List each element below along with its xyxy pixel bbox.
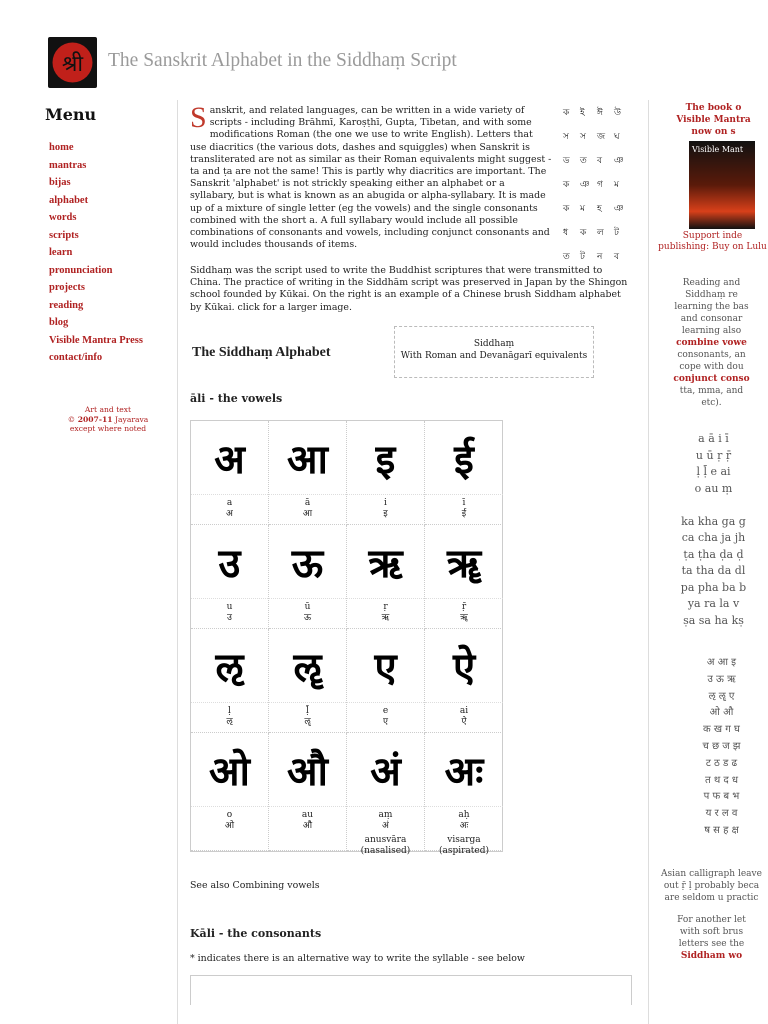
siddham-glyph: ऋ [347,525,424,599]
vowel-cell [425,733,503,856]
brush-glyph: হ [597,204,602,214]
reading-note-line: learning also [681,326,742,336]
roman-syllable-row: ḷ ḹ e ai [696,465,731,478]
book-promo-line: now on s [691,127,736,137]
vowel-cell [191,733,269,851]
brush-glyph: গ [597,180,603,190]
devanagari-equivalent: ऐ [461,717,467,727]
devanagari-equivalent: ए [383,717,388,727]
right-sidebar [648,100,768,1024]
brush-glyph: ব [597,156,603,166]
menu-item-blog[interactable]: blog [49,317,69,328]
brush-glyph: উ [614,108,622,118]
brush-glyph: ব [614,252,620,262]
brush-glyph: ই [580,108,585,118]
menu-title: Menu [45,105,97,124]
reading-note-line: Siddhaṃ re [685,290,738,300]
roman-transliteration: o [226,810,233,820]
roman-transliteration: u [226,602,233,612]
brush-glyph: ড [563,156,570,166]
calligraphy-note: Asian calligraph leave out ṝ ḷ probably beca are seldom u practic [661,868,762,903]
roman-syllable-row: ta tha da dl [681,564,746,577]
devanagari-syllable-list [649,655,768,840]
vowel-cell [347,421,425,525]
another-letter-note [649,914,768,962]
dropcap: S [190,101,207,134]
sidebar [0,100,178,1024]
devanagari-syllable-row: ष स ह क्ष [704,824,739,836]
vowel-cell [425,525,503,629]
brush-glyph: ম [614,180,619,190]
roman-transliteration: i [384,498,387,508]
support-lulu-link[interactable]: Support inde publishing: Buy on Lulu [658,231,767,252]
roman-syllable-row: a ā i ī [698,432,729,445]
menu-item-pronunciation[interactable]: pronunciation [49,264,113,276]
devanagari-equivalent: ई [461,509,467,519]
vowel-cell [269,421,347,525]
consonants-heading: Kāli - the consonants [190,927,322,940]
vowel-cell [347,525,425,629]
copyright-years: 2007-11 [77,414,113,424]
alphabet-heading: The Siddhaṃ Alphabet [192,345,331,360]
vowel-cell [425,629,503,733]
devanagari-syllable-row: उ ऊ ऋ [707,673,736,685]
roman-transliteration: ā [304,498,311,508]
brush-glyph: ম [580,204,585,214]
roman-syllable-row: pa pha ba b [680,580,747,594]
siddham-glyph: औ [269,733,346,807]
roman-transliteration: ī [462,498,466,508]
svg-text:श्री: श्री [61,52,84,77]
see-also-label: See also [190,880,233,891]
roman-syllable-row: ṣa sa ha kṣ [683,613,744,627]
vowel-cell [347,733,425,856]
brush-glyph: ক [563,180,570,190]
devanagari-syllable-row: च छ ज झ [702,740,741,752]
reading-note-line: Reading and [682,278,741,288]
vowels-heading: āli - the vowels [190,392,283,405]
devanagari-equivalent: ऊ [303,613,312,623]
book-promo[interactable] [649,102,768,138]
vowels-table [190,420,503,856]
roman-transliteration: e [382,706,389,716]
roman-syllable-row: o au ṃ [694,481,733,495]
siddham-glyph: ए [347,629,424,703]
brush-glyph: জ [597,132,606,142]
menu-item-projects[interactable]: projects [49,282,85,293]
brush-glyph: ট [580,252,585,262]
menu-item-mantras[interactable]: mantras [49,159,87,171]
devanagari-syllable-row: य र ल व [705,808,738,820]
brush-glyph: ল [597,228,604,238]
roman-syllable-row: ca cha ja jh [681,531,746,544]
brush-glyph: স [580,132,586,142]
siddham-glyph: ई [425,421,503,495]
vowel-cell [191,629,269,733]
menu-item-words[interactable]: words [49,212,77,223]
roman-transliteration: aṃ [378,810,393,820]
brush-glyph: ন [597,252,603,262]
reading-note-line: cope with dou [679,362,744,372]
brush-glyph: ঞ [614,204,624,214]
another-note-line: letters see the [678,938,745,949]
brush-glyph: ট [614,228,619,238]
vowel-cell [269,629,347,733]
consonants-table [190,975,632,1005]
combine-vowels-link[interactable]: combine vowe [676,338,747,348]
vowel-cell [269,733,347,851]
devanagari-equivalent: ॡ [304,717,311,727]
book-cover-image[interactable] [689,141,755,229]
roman-transliteration: ṝ [461,602,467,612]
brush-glyph: ক [580,228,587,238]
siddham-glyph: अ [191,421,268,495]
roman-syllable-row: ṭa ṭha ḍa ḍ [683,547,744,561]
menu-item-bijas[interactable]: bijas [49,177,71,188]
reading-note-line: etc). [701,398,722,408]
devanagari-equivalent: ओ [224,821,235,831]
brush-glyph: ক [563,108,570,118]
another-note-line: with soft brus [679,926,744,937]
siddham-glyph: ऐ [425,629,503,703]
vowel-cell [425,421,503,525]
brush-glyph: ধ [563,228,569,238]
legend-title: Siddhaṃ [473,339,515,349]
intro-text: anskrit, and related languages, can be written in a wide variety of scripts - including Brāhmī, Karoṣṭhī, Gupta, Tibetan, and with some modifications Roman (the one we use to write English). Letters that use diacritics (the various dots, dashes and squiggles) when Sanskrit is transliterated are not as similar as their Roman equivalents might suggest - ta and ṭa are not the same! This is partly why diacritics are important. The Sanskrit 'alphabet' is not strickly speaking either an alphabet or a syllabary, but is what is known as an abugida or alpha-syllabary. It is made up of a mixture of single letter (eg the vowels) and the single consonants combined with the short a. A full syllabary would include all possible combinations of consonants and vowels, including conjunct consonants and would includes thousands of items. [190,105,552,251]
siddham-glyph: ओ [191,733,268,807]
consonants-note: * indicates there is an alternative way to write the syllable - see below [190,953,525,964]
devanagari-equivalent: औ [302,821,313,831]
reading-note-line: and consonar [680,314,743,324]
intro-paragraph [190,101,552,251]
devanagari-equivalent: अ [226,509,233,519]
roman-transliteration: ḹ [306,706,309,716]
devanagari-syllable-row: प फ ब भ [703,791,740,803]
roman-transliteration: ai [459,706,469,716]
devanagari-equivalent: अं [382,821,389,831]
brush-glyph: ত [563,252,570,262]
siddham-glyph: ॠ [425,525,503,599]
reading-note-line: learning the bas [674,302,749,312]
copyright-line [30,415,186,425]
book-promo-line: Visible Mantra [676,115,751,125]
devanagari-equivalent: ॠ [460,613,468,623]
siddham-glyph: अं [347,733,424,807]
vowel-note: visarga (aspirated) [438,835,490,856]
siddham-glyph: उ [191,525,268,599]
devanagari-syllable-row: अ आ इ [706,657,737,668]
brush-glyph: স [563,132,569,142]
roman-syllable-row: ka kha ga g [681,514,746,528]
siddham-history-paragraph: Siddhaṃ was the script used to write the Buddhist scriptures that were transmitted to China. The practice of writing in the Siddhām script was preserved in Japan by the Shingon school founded by Kūkai. On the right is an example of a Chinese brush Siddham alphabet by Kūkai. click for a larger image. [190,265,628,313]
roman-transliteration: au [301,810,314,820]
devanagari-syllable-row: क ख ग घ [703,724,740,736]
devanagari-syllable-row: त थ द ध [704,774,739,786]
siddham-glyph: इ [347,421,424,495]
vowel-cell [269,525,347,629]
brush-glyph: ঞ [580,180,590,190]
menu-item-reading[interactable]: reading [49,299,84,311]
copyright-symbol: © [67,414,78,424]
roman-transliteration: a [226,498,233,508]
combining-vowels-link[interactable]: Combining vowels [232,880,320,891]
devanagari-equivalent: इ [383,509,388,519]
devanagari-equivalent: उ [227,613,232,623]
devanagari-syllable-row: ऌ ॡ ए [708,690,735,702]
reading-note-line: tta, mma, and [679,386,744,396]
brush-glyph: ত [580,156,587,166]
copyright-author-link[interactable]: Jayarava [112,414,149,424]
siddham-glyph: आ [269,421,346,495]
devanagari-equivalent: अः [459,821,469,831]
siddham-glyph: अः [425,733,503,807]
vowel-note: anusvāra (nasalised) [360,835,411,856]
roman-transliteration: ḷ [228,706,231,716]
brush-glyph: ক [563,204,570,214]
siddham-legend-box [394,326,594,378]
siddham-glyph: ऌ [191,629,268,703]
devanagari-equivalent: आ [302,509,313,519]
legend-subtitle: With Roman and Devanāgarī equivalents [400,351,588,361]
roman-transliteration: aḥ [458,810,470,820]
roman-syllable-row: u ū ṛ ṝ [695,448,732,462]
book-promo-line: The book o [685,103,742,113]
reading-note [649,277,768,409]
siddham-glyph: ॡ [269,629,346,703]
menu-list [49,135,143,363]
see-also [190,880,320,891]
menu-item-home[interactable]: home [49,142,74,153]
logo-emblem-icon [48,37,97,88]
roman-transliteration: ṛ [383,602,388,612]
siddham-glyph: ऊ [269,525,346,599]
vowel-cell [191,421,269,525]
reading-note-line: consonants, an [677,350,746,360]
menu-item-contact-info[interactable]: contact/info [49,352,103,363]
copyright-line: Art and text [84,405,132,414]
book-cover-title: Visible Mant [692,145,744,154]
another-note-line: For another let [677,914,746,925]
conjunct-consonants-link[interactable]: conjunct conso [673,374,750,384]
devanagari-syllable-row: ओ औ [709,707,734,719]
brush-glyph: ঈ [597,108,603,118]
roman-syllable-row [659,497,768,514]
roman-syllable-row: ya ra la v [687,597,740,610]
vowel-cell [347,629,425,733]
site-logo[interactable] [48,37,97,88]
menu-item-learn[interactable]: learn [49,247,73,258]
roman-transliteration: ū [304,602,311,612]
devanagari-equivalent: ऌ [226,717,233,727]
menu-item-visible-mantra-press[interactable]: Visible Mantra Press [49,334,143,346]
devanagari-syllable-row: ट ठ ड ढ [705,757,738,769]
devanagari-equivalent: ऋ [381,613,390,623]
vowel-cell [191,525,269,629]
copyright-line: except where noted [69,424,147,433]
menu-item-scripts[interactable]: scripts [49,229,79,241]
brush-glyph: ঘ [614,132,620,142]
copyright-notice [30,405,186,434]
siddham-words-link[interactable]: Siddham wo [680,950,743,961]
roman-syllable-list [649,431,768,629]
page-title: The Sanskrit Alphabet in the Siddhaṃ Script [108,50,457,71]
brush-glyph: ঞ [614,156,624,166]
menu-item-alphabet[interactable]: alphabet [49,194,89,206]
brush-alphabet-image[interactable] [563,105,631,275]
